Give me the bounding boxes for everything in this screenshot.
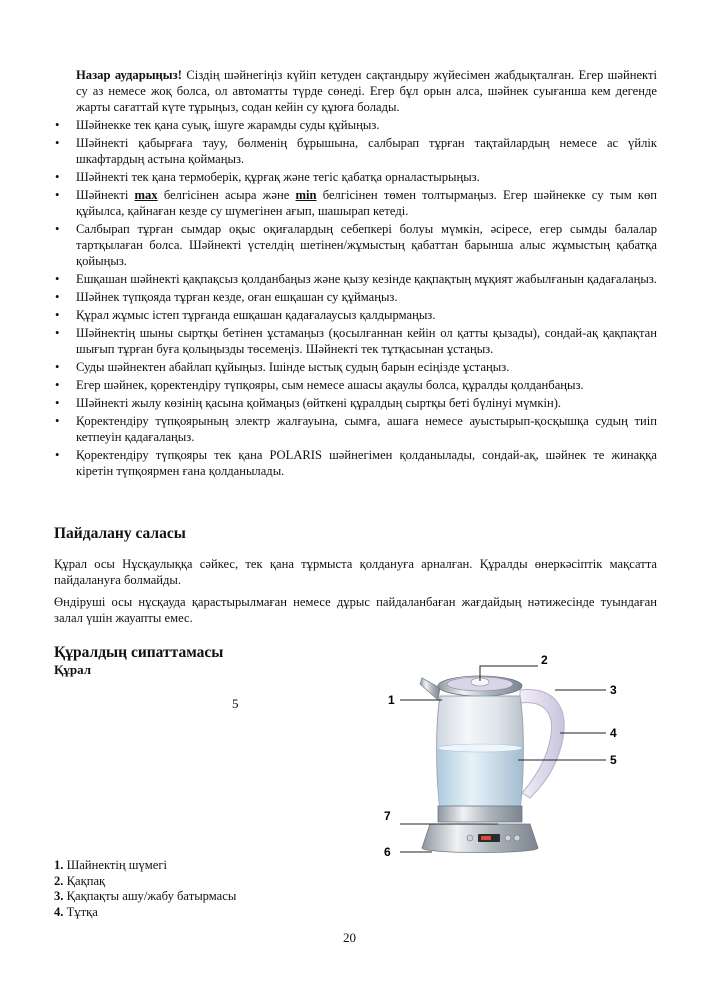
usage-heading: Пайдалану саласы	[54, 525, 186, 542]
callout-7: 7	[384, 809, 391, 823]
base-button	[505, 835, 511, 841]
base-button	[467, 835, 473, 841]
list-item: • Егер шәйнек, қоректендіру түпқояры, сым немесе ашасы ақаулы болса, құралды қолданбаңыз.	[54, 377, 657, 393]
parts-list	[54, 858, 236, 920]
warning-paragraph	[76, 67, 657, 115]
list-item: 3. Қақпақты ашу/жабу батырмасы	[54, 889, 237, 903]
kettle-steel-band	[438, 806, 522, 822]
min-mark: min	[295, 188, 317, 202]
list-item: • Шәйнекті қабырғаға тауу, бөлменің бұрышына, салбырап тұрған тақтайлардың немесе ас үйлік шкафтардың астына қоймаңыз.	[54, 135, 657, 167]
warning-text: Сіздің шәйнегіңіз күйіп кетуден сақтандыру жүйесімен жабдықталған. Егер шәйнекті су аз немесе жоқ болса, ол автоматты түрде сөнеді. Егер бұл орын алса, шәйнек суығанша кем дегенде жарты сағаттай күте тұрыңыз, содан кейін су құюға болады.	[76, 68, 657, 114]
list-item: 2. Қақпақ	[54, 873, 106, 888]
callout-5: 5	[610, 753, 617, 767]
max-mark: max	[134, 188, 158, 202]
list-item: • Шәйнектің шыны сыртқы бетінен ұстамаңыз (қосылғаннан кейін ол қатты қызады), сондай-ақ қақпақтан шығып тұрған буға қолыңызды төсемеңіз. Шәйнекті тек тұтқасынан ұстаңыз.	[54, 325, 657, 357]
warning-label: Назар аударыңыз!	[76, 68, 182, 82]
callout-3: 3	[610, 683, 617, 697]
list-item: • Шәйнекке тек қана суық, ішуге жарамды суды құйыңыз.	[54, 117, 657, 133]
page-number: 20	[343, 930, 356, 945]
list-item: 4. Тұтқа	[54, 904, 98, 919]
usage-paragraph-2: Өндіруші осы нұсқауда қарастырылмаған немесе дұрыс пайдаланбаған жағдайдың нәтижесінде туындаған залал үшін жауапты емес.	[54, 595, 657, 625]
list-item: • Шәйнекті max белгісінен асыра және min белгісінен төмен толтырмаңыз. Егер шәйнекке су тым көп құйылса, қайнаған кезде су шүмегінен ағып, шашырап кетеді.	[54, 187, 657, 219]
list-item: • Салбырап тұрған сымдар оқыс оқиғалардың себепкері болуы мүмкін, әсіресе, егер сымды балалар тартқылаған болса. Шәйнекті үстелдің шетінен/жұмыстың қабаттан барынша алыс жұмыстың қабатқа қойыңыз.	[54, 221, 657, 269]
list-item: • Ешқашан шәйнекті қақпақсыз қолданбаңыз және қызу кезінде қақпақтың мұқият жабылғанын қадағалаңыз.	[54, 271, 657, 287]
list-item: • Құрал жұмыс істеп тұрғанда ешқашан қадағалаусыз қалдырмаңыз.	[54, 307, 657, 323]
list-item: • Шәйнекті жылу көзінің қасына қоймаңыз (өйткені құралдың сыртқы беті бүлінуі мүмкін).	[54, 395, 657, 411]
callout-1: 1	[388, 693, 395, 707]
safety-bullet-list	[54, 117, 657, 481]
callout-4: 4	[610, 726, 617, 740]
kettle-handle	[520, 690, 564, 798]
list-item: • Қоректендіру түпқоярының электр жалғауына, сымға, ашаға немесе ауыстырып-қосқышқа судың тиіп кетпеуін қадағалаңыз.	[54, 413, 657, 445]
description-subheading: Құрал	[54, 662, 92, 677]
list-item: • Шәйнек түпқояда тұрған кезде, оған ешқашан су құймаңыз.	[54, 289, 657, 305]
list-item: • Шәйнекті тек қана термоберік, құрғақ және тегіс қабатқа орналастырыңыз.	[54, 169, 657, 185]
base-button	[514, 835, 520, 841]
usage-paragraph-1: Құрал осы Нұсқаулыққа сәйкес, тек қана тұрмыста қолдануға арналған. Құралды өнеркәсіптік мақсатта пайдалануға болмайды.	[54, 557, 657, 587]
list-item: 1. Шайнектің шүмегі	[54, 858, 168, 872]
callout-6: 6	[384, 845, 391, 859]
kettle-diagram	[380, 648, 630, 868]
description-heading: Құралдың сипаттамасы	[54, 644, 224, 661]
stray-number: 5	[232, 696, 239, 711]
list-item: • Қоректендіру түпқояры тек қана POLARIS шәйнегімен қолданылады, сондай-ақ, шәйнек те жинаққа кіретін түпқоярмен ғана қолданылады.	[54, 447, 657, 479]
callout-2: 2	[541, 653, 548, 667]
kettle-water	[438, 748, 523, 810]
list-item: • Суды шәйнектен абайлап құйыңыз. Ішінде ыстық судың барын есіңізде ұстаңыз.	[54, 359, 657, 375]
kettle-spout	[420, 678, 440, 700]
